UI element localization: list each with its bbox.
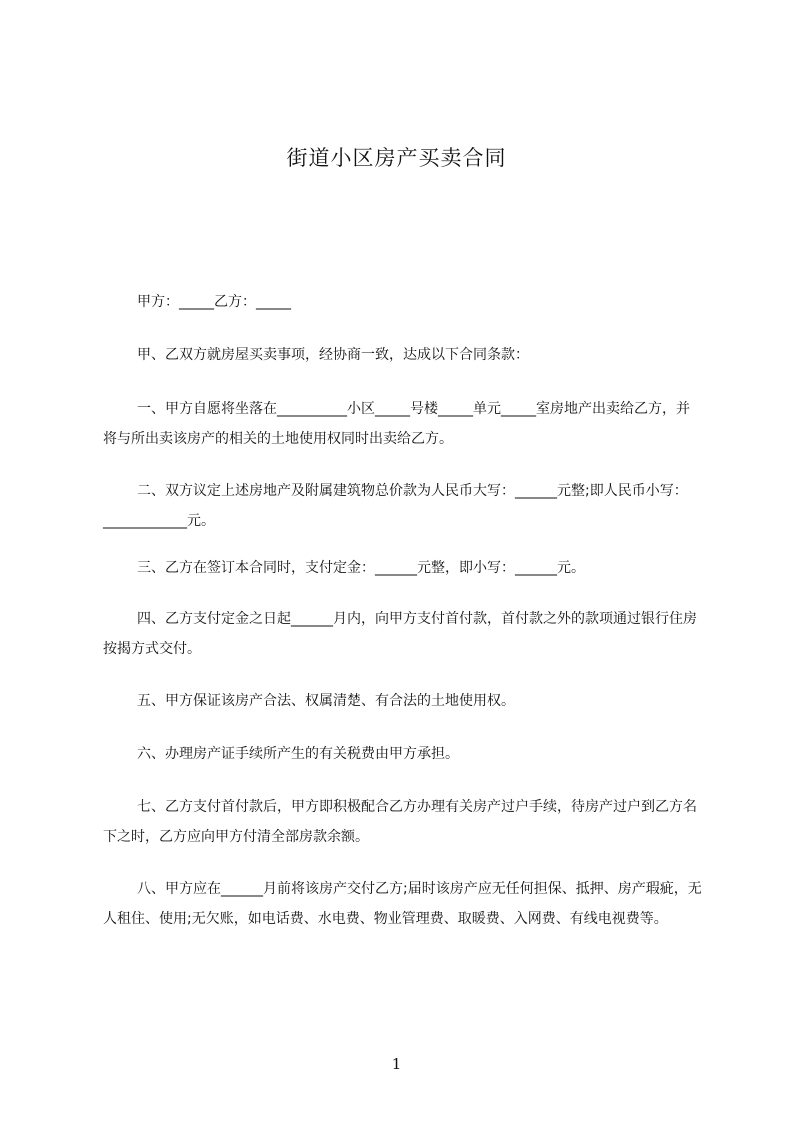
intro-paragraph: 甲、乙双方就房屋买卖事项，经协商一致，达成以下合同条款： [137,347,529,363]
clause-8: 八、甲方应在______月前将该房产交付乙方;届时该房产应无任何担保、抵押、房产瑕疵，无人租住、使用;无欠账，如电话费、水电费、物业管理费、取暖费、入网费、有线电视费等。 [103,881,702,927]
parties-line: 甲方：_____乙方：_____ [137,294,291,310]
document-title: 街道小区房产买卖合同 [286,146,507,170]
clause-1: 一、甲方自愿将坐落在__________小区_____号楼_____单元_____室房地产出卖给乙方，并将与所出卖该房产的相关的土地使用权同时出卖给乙方。 [103,401,690,447]
clause-3: 三、乙方在签订本合同时，支付定金：______元整，即小写：______元。 [137,560,585,576]
clause-2: 二、双方议定上述房地产及附属建筑物总价款为人民币大写：______元整;即人民币小写：____________元。 [103,483,688,529]
page-number: 1 [391,1055,402,1073]
clause-6: 六、办理房产证手续所产生的有关税费由甲方承担。 [137,746,459,762]
clause-5: 五、甲方保证该房产合法、权属清楚、有合法的土地使用权。 [137,693,515,709]
clause-7: 七、乙方支付首付款后，甲方即积极配合乙方办理有关房产过户手续，待房产过户到乙方名下之时，乙方应向甲方付清全部房款余额。 [103,799,697,845]
clause-4: 四、乙方支付定金之日起______月内，向甲方支付首付款，首付款之外的款项通过银行住房按揭方式交付。 [103,611,697,657]
